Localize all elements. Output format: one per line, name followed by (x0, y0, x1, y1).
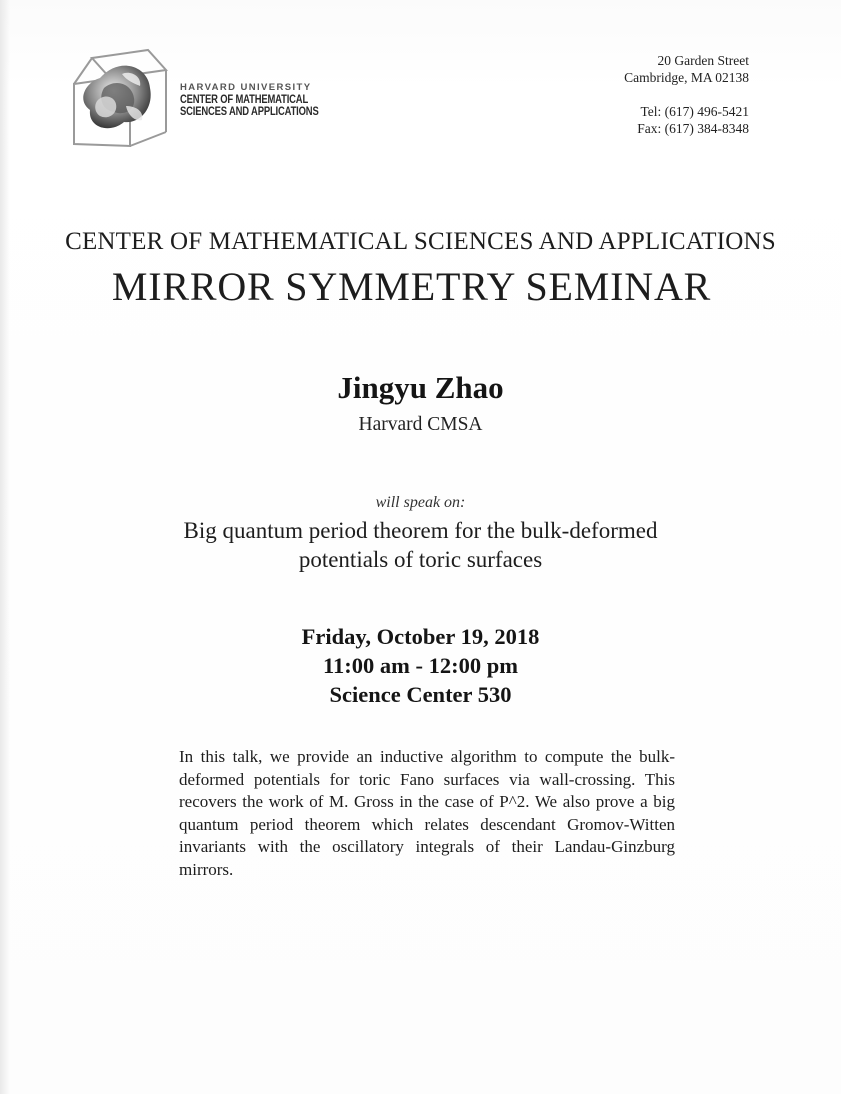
event-time: 11:00 am - 12:00 pm (323, 653, 518, 678)
city-address: Cambridge, MA 02138 (624, 70, 749, 85)
center-title: CENTER OF MATHEMATICAL SCIENCES AND APPLICATIONS (65, 228, 776, 255)
fax: Fax: (617) 384-8348 (637, 121, 749, 136)
will-speak-label: will speak on: (375, 494, 466, 511)
speaker-affiliation: Harvard CMSA (358, 414, 483, 435)
center-name-line-2: SCIENCES AND APPLICATIONS (180, 106, 319, 118)
center-name-line-1: CENTER OF MATHEMATICAL (180, 94, 309, 106)
event-location: Science Center 530 (329, 682, 512, 707)
address-block (624, 52, 749, 137)
speaker-name: Jingyu Zhao (337, 370, 504, 405)
talk-title (0, 516, 841, 574)
cube-surface-logo-icon (70, 48, 170, 150)
telephone: Tel: (617) 496-5421 (640, 104, 749, 119)
street-address: 20 Garden Street (657, 53, 749, 68)
abstract-paragraph: In this talk, we provide an inductive algorithm to compute the bulk-deformed potentials for toric Fano surfaces via wall-crossing. This recovers the work of M. Gross in the case of P^2. We also prove a big quantum period theorem which relates descendant Gromov-Witten invariants with the oscillatory integrals of their Landau-Ginzburg mirrors. (179, 747, 675, 879)
event-date: Friday, October 19, 2018 (301, 624, 540, 649)
event-details (0, 622, 841, 709)
university-name: HARVARD UNIVERSITY (180, 82, 312, 93)
talk-title-line-2: potentials of toric surfaces (298, 547, 543, 572)
organization-name (180, 82, 349, 118)
talk-title-line-1: Big quantum period theorem for the bulk-deformed (183, 518, 658, 543)
seminar-title: MIRROR SYMMETRY SEMINAR (111, 264, 712, 309)
